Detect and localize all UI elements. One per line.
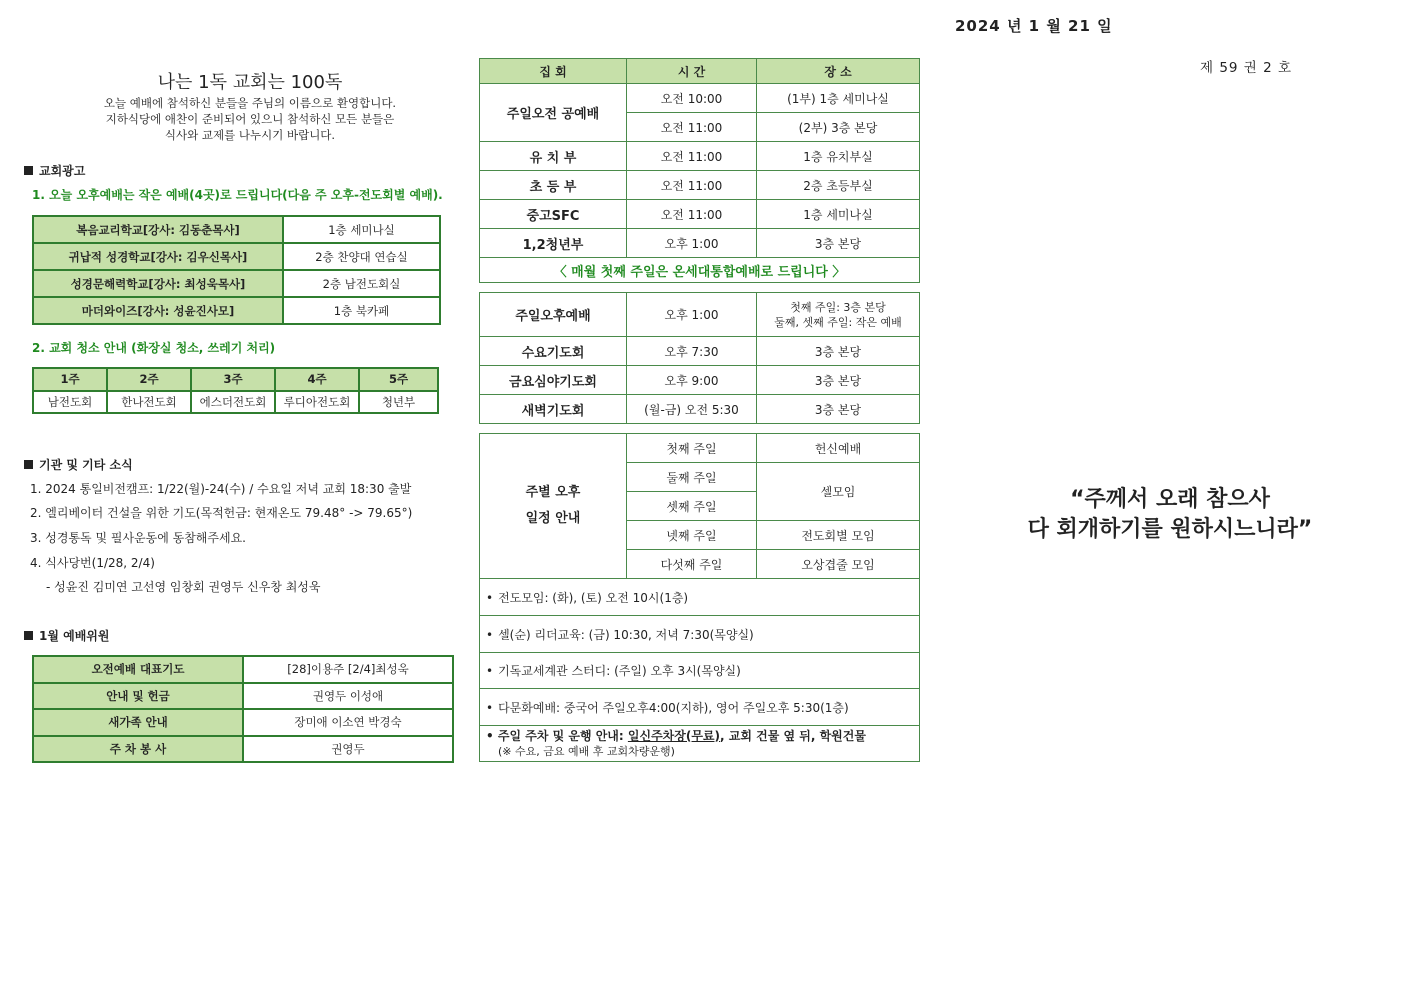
afternoon-place-line: 첫째 주일: 3층 본당	[790, 300, 886, 314]
notice-item: • 전도모임: (화), (토) 오전 10시(1층)	[480, 579, 920, 616]
week-event: 오상겹줄 모임	[757, 550, 920, 579]
committee-name: 권영두 이성애	[243, 683, 453, 710]
class-name: 귀납적 성경학교[강사: 김우신목사]	[33, 243, 283, 270]
square-bullet-icon	[24, 631, 33, 640]
class-name: 성경문해력학교[강사: 최성욱목사]	[33, 270, 283, 297]
weekday-label: 금요심야기도회	[480, 366, 627, 395]
square-bullet-icon	[24, 166, 33, 175]
service-place: (2부) 3층 본당	[757, 113, 920, 142]
clean-week: 5주	[359, 368, 438, 391]
verse-line: 다 회개하기를 원하시느니라”	[1027, 517, 1313, 542]
service-place: 3층 본당	[757, 395, 920, 424]
service-time: 오전 11:00	[627, 171, 757, 200]
clean-week: 3주	[191, 368, 275, 391]
parking-line	[486, 729, 919, 744]
worship-schedule-table	[479, 58, 920, 283]
service-place: 3층 본당	[757, 337, 920, 366]
bulletin-date: 2024 년 1 월 21 일	[955, 17, 1113, 35]
ads-item-2: 2. 교회 청소 안내 (화장실 청소, 쓰레기 처리)	[32, 341, 276, 355]
notice-item: • 셀(순) 리더교육: (금) 10:30, 저녁 7:30(목양실)	[480, 616, 920, 653]
scripture-verse	[960, 485, 1380, 545]
bullet-icon: •	[486, 728, 498, 743]
committee-title-text: 1월 예배위원	[39, 629, 110, 643]
committee-role: 오전예배 대표기도	[33, 656, 243, 683]
service-place: 2층 초등부실	[757, 171, 920, 200]
class-rooms-table	[32, 215, 441, 325]
news-item: 2. 엘리베이터 건설을 위한 기도(목적헌금: 현재온도 79.48° -> 79.65°)	[30, 506, 413, 520]
header-place: 장 소	[757, 59, 920, 84]
dept-label: 초 등 부	[480, 171, 627, 200]
clean-group: 루디아전도회	[275, 391, 359, 414]
ads-title-text: 교회광고	[39, 164, 86, 178]
cleaning-table	[32, 367, 439, 414]
parking-pre: 주일 주차 및 운행 안내:	[497, 728, 628, 743]
service-time: 오후 1:00	[627, 293, 757, 337]
service-place: 3층 본당	[757, 229, 920, 258]
notice-item: • 기독교세계관 스터디: (주일) 오후 3시(목양실)	[480, 653, 920, 689]
service-place: 3층 본당	[757, 366, 920, 395]
news-item: 3. 성경통독 및 필사운동에 동참해주세요.	[30, 531, 246, 545]
parking-sub: (※ 수요, 금요 예배 후 교회차량운행)	[498, 744, 675, 758]
dept-label: 유 치 부	[480, 142, 627, 171]
monthly-note: 〈 매월 첫째 주일은 온세대통합예배로 드립니다 〉	[480, 258, 920, 283]
clean-week: 4주	[275, 368, 359, 391]
committee-table	[32, 655, 454, 763]
welcome-line: 식사와 교제를 나누시기 바랍니다.	[164, 128, 336, 142]
header-time: 시 간	[627, 59, 757, 84]
service-time: 오후 7:30	[627, 337, 757, 366]
weekday-label: 새벽기도회	[480, 395, 627, 424]
service-time: 오전 11:00	[627, 113, 757, 142]
square-bullet-icon	[24, 460, 33, 469]
issue-number: 제 59 권 2 호	[1200, 60, 1293, 76]
clean-group: 한나전도회	[107, 391, 191, 414]
week-label: 둘째 주일	[627, 463, 757, 492]
clean-group: 남전도회	[33, 391, 107, 414]
clean-group: 청년부	[359, 391, 438, 414]
committee-name: 권영두	[243, 736, 453, 763]
committee-name: 장미애 이소연 박경숙	[243, 709, 453, 736]
notice-item: • 다문화예배: 중국어 주일오후4:00(지하), 영어 주일오후 5:30(1층)	[480, 689, 920, 726]
news-item: - 성윤진 김미연 고선영 임창회 권영두 신우창 최성욱	[46, 580, 321, 594]
committee-role: 새가족 안내	[33, 709, 243, 736]
committee-role: 안내 및 헌금	[33, 683, 243, 710]
class-name: 마더와이즈[강사: 성윤진사모]	[33, 297, 283, 324]
class-place: 2층 남전도회실	[283, 270, 440, 297]
news-item: 1. 2024 통일비전캠프: 1/22(월)-24(수) / 수요일 저녁 교회 18:30 출발	[30, 482, 412, 496]
week-label: 다섯째 주일	[627, 550, 757, 579]
class-place: 1층 세미나실	[283, 216, 440, 243]
parking-lot: 일신주차장(무료)	[627, 728, 721, 743]
week-event: 전도회별 모임	[757, 521, 920, 550]
service-place: (1부) 1층 세미나실	[757, 84, 920, 113]
service-time: 오후 1:00	[627, 229, 757, 258]
weekly-label-line: 일정 안내	[525, 511, 581, 526]
service-place: 1층 유치부실	[757, 142, 920, 171]
sunday-afternoon-label: 주일오후예배	[480, 293, 627, 337]
welcome-message	[40, 95, 460, 143]
news-section-title	[24, 456, 133, 473]
service-time: 오후 9:00	[627, 366, 757, 395]
welcome-line: 오늘 예배에 참석하신 분들을 주님의 이름으로 환영합니다.	[103, 96, 397, 110]
headline: 나는 1독 교회는 100독	[157, 72, 343, 93]
week-event: 셀모임	[757, 463, 920, 521]
dept-label: 중고SFC	[480, 200, 627, 229]
service-time: 오전 11:00	[627, 142, 757, 171]
clean-week: 2주	[107, 368, 191, 391]
week-label: 첫째 주일	[627, 434, 757, 463]
committee-section-title	[24, 627, 110, 644]
weekly-label	[480, 434, 627, 579]
news-item: 4. 식사당번(1/28, 2/4)	[30, 556, 155, 570]
week-label: 셋째 주일	[627, 492, 757, 521]
afternoon-place	[757, 293, 920, 337]
news-title-text: 기관 및 기타 소식	[39, 458, 133, 472]
weekday-label: 수요기도회	[480, 337, 627, 366]
committee-name: [28]이용주 [2/4]최성욱	[243, 656, 453, 683]
committee-role: 주 차 봉 사	[33, 736, 243, 763]
verse-line: “주께서 오래 참으사	[1070, 487, 1270, 512]
weekly-label-line: 주별 오후	[525, 485, 581, 500]
header-meeting: 집 회	[480, 59, 627, 84]
service-time: (월-금) 오전 5:30	[627, 395, 757, 424]
week-event: 헌신예배	[757, 434, 920, 463]
sunday-morning-label: 주일오전 공예배	[480, 84, 627, 142]
afternoon-place-line: 둘째, 셋째 주일: 작은 예배	[774, 315, 902, 329]
welcome-line: 지하식당에 애찬이 준비되어 있으니 참석하신 모든 분들은	[105, 112, 395, 126]
parking-notice	[480, 726, 920, 762]
dept-label: 1,2청년부	[480, 229, 627, 258]
weekday-schedule-table	[479, 292, 920, 424]
ads-section-title	[24, 162, 85, 179]
service-time: 오전 10:00	[627, 84, 757, 113]
parking-post: , 교회 건물 옆 뒤, 학원건물	[720, 728, 866, 743]
clean-group: 에스더전도회	[191, 391, 275, 414]
clean-week: 1주	[33, 368, 107, 391]
ads-item-1: 1. 오늘 오후예배는 작은 예배(4곳)로 드립니다(다음 주 오후-전도회별 예배).	[32, 188, 443, 202]
service-time: 오전 11:00	[627, 200, 757, 229]
week-label: 넷째 주일	[627, 521, 757, 550]
class-place: 2층 찬양대 연습실	[283, 243, 440, 270]
service-place: 1층 세미나실	[757, 200, 920, 229]
class-place: 1층 북카페	[283, 297, 440, 324]
weekly-schedule-table	[479, 433, 920, 762]
class-name: 복음교리학교[강사: 김동춘목사]	[33, 216, 283, 243]
